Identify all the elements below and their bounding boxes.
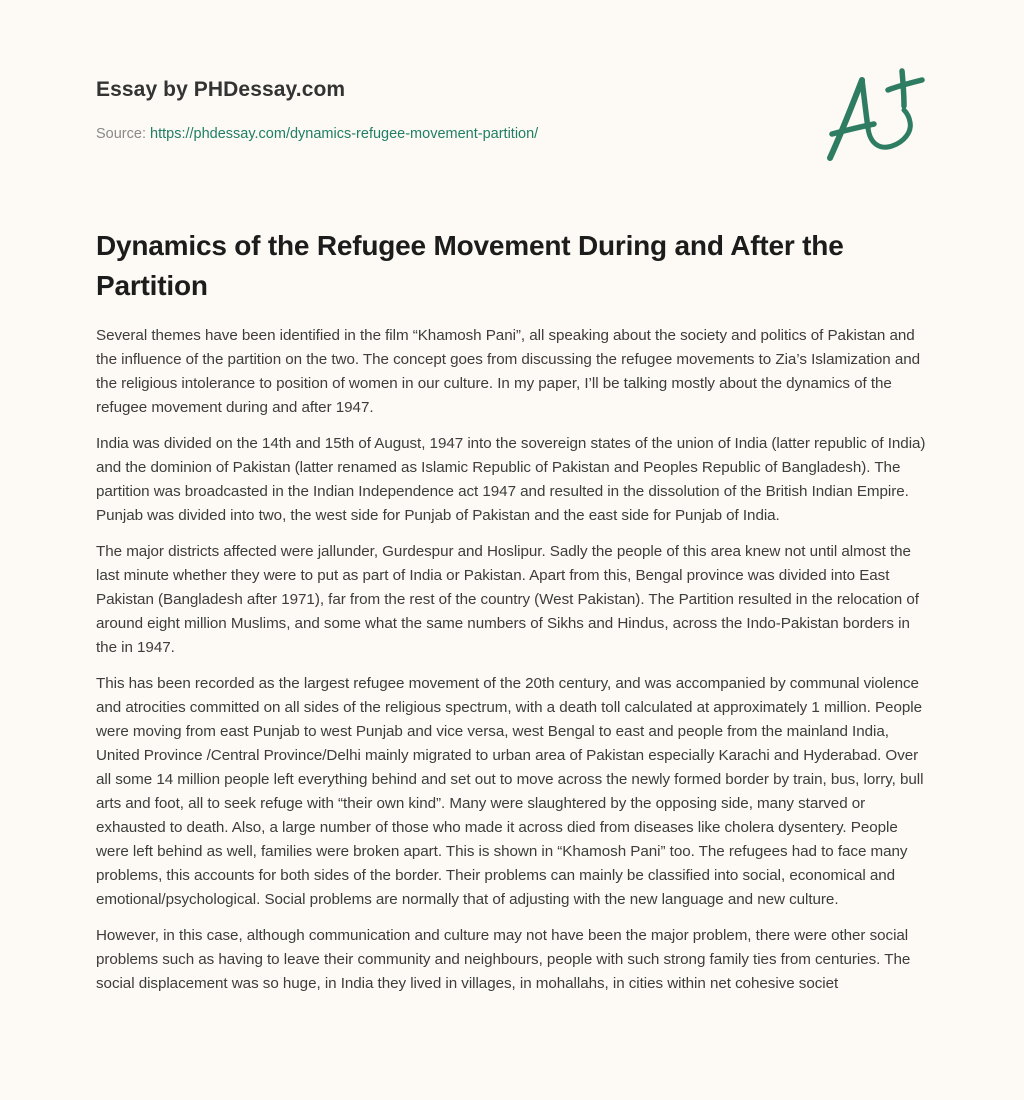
paragraph: However, in this case, although communication and culture may not have been the major problem, there were other social problems such as having to leave their community and neighbours, people with such strong family ties from centuries. The social displacement was so huge, in India they lived in villages, in mohallahs, in cities within net cohesive societ xyxy=(96,927,911,992)
paragraph: This has been recorded as the largest refugee movement of the 20th century, and was accompanied by communal violence and atrocities committed on all sides of the religious spectrum, with a death toll calculated at approximately 1 million. People were moving from east Punjab to west Punjab and vice versa, west Bengal to east and people from the mainland India, United Province /Central Province/Delhi mainly migrated to urban area of Pakistan especially Karachi and Hyderabad. Over all some 14 million people left everything behind and set out to move across the newly formed border by train, bus, lorry, bull arts and foot, all to seek refuge with “their own kind”. Many were slaughtered by the opposing side, many starved or exhausted to death. Also, a large number of those who made it across died from diseases like cholera dysentery. People were left behind as well, families were broken apart. This is shown in “Khamosh Pani” too. The refugees had to face many problems, this accounts for both sides of the border. Their problems can mainly be classified into social, economical and emotional/psychological. Social problems are normally that of adjusting with the new language and new culture. xyxy=(96,675,924,908)
essay-title: Dynamics of the Refugee Movement During and After the Partition xyxy=(96,230,844,301)
essay-body xyxy=(96,324,932,1008)
paragraph: The major districts affected were jallunder, Gurdespur and Hoslipur. Sadly the people of this area knew not until almost the last minute whether they were to put as part of India or Pakistan. Apart from this, Bengal province was divided into East Pakistan (Bangladesh after 1971), far from the rest of the country (West Pakistan). The Partition resulted in the relocation of around eight million Muslims, and some what the same numbers of Sikhs and Hindus, across the Indo-Pakistan borders in the in 1947. xyxy=(96,543,919,656)
brand-title: Essay by PHDessay.com xyxy=(96,78,346,101)
essay-header xyxy=(96,76,796,144)
a-plus-grade-icon xyxy=(822,66,932,166)
source-label: Source: xyxy=(96,126,146,142)
paragraph: India was divided on the 14th and 15th of August, 1947 into the sovereign states of the union of India (latter republic of India) and the dominion of Pakistan (latter renamed as Islamic Republic of Pakistan and Peoples Republic of Bangladesh). The partition was broadcasted in the Indian Independence act 1947 and resulted in the dissolution of the British Indian Empire. Punjab was divided into two, the west side for Punjab of Pakistan and the east side for Punjab of India. xyxy=(96,435,926,524)
source-link[interactable]: https://phdessay.com/dynamics-refugee-movement-partition/ xyxy=(150,126,539,142)
source-line xyxy=(96,124,796,144)
paragraph: Several themes have been identified in the film “Khamosh Pani”, all speaking about the society and politics of Pakistan and the influence of the partition on the two. The concept goes from discussing the refugee movements to Zia’s Islamization and the religious intolerance to position of women in our culture. In my paper, I’ll be talking mostly about the dynamics of the refugee movement during and after 1947. xyxy=(96,327,921,416)
